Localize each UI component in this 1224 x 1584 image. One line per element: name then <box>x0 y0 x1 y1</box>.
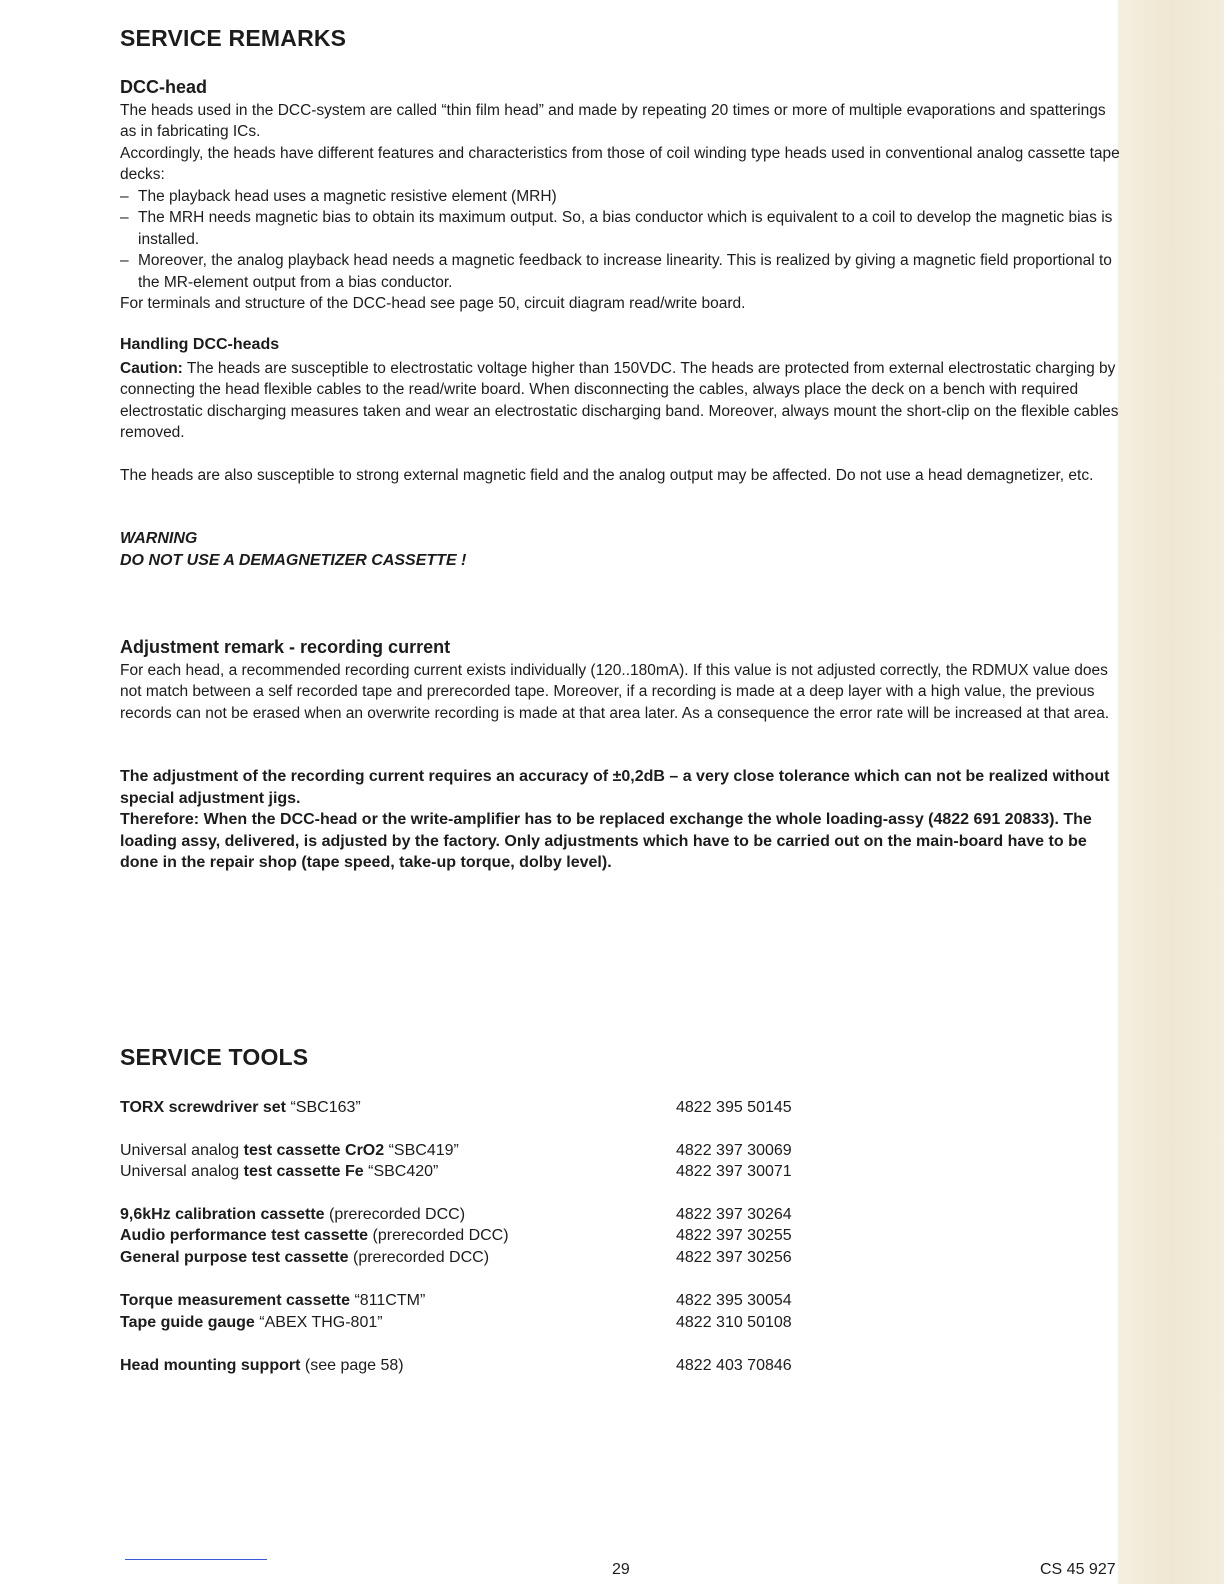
dcc-head-paragraph-3: For terminals and structure of the DCC-head see page 50, circuit diagram read/write board. <box>120 295 746 312</box>
caution-text: The heads are susceptible to electrostatic voltage higher than 150VDC. The heads are protected from external electrostatic charging by connecting the head flexible cables to the read/write board. When disconnecting the cables, always place the deck on a bench with required electrostatic discharging measures taken and wear an electrostatic discharging band. Moreover, always mount the short-clip on the flexible cables removed. <box>120 360 1119 442</box>
caution-label: Caution: <box>120 360 183 377</box>
tool-code: 4822 403 70846 <box>676 1357 792 1374</box>
list-item: – The playback head uses a magnetic resistive element (MRH) <box>120 186 1120 207</box>
tool-code: 4822 397 30256 <box>676 1249 792 1266</box>
tool-name: TORX screwdriver set “SBC163” <box>120 1099 361 1116</box>
tool-name: Audio performance test cassette (prerecorded DCC) <box>120 1227 509 1244</box>
footer-line <box>125 1559 267 1560</box>
dcc-head-heading: DCC-head <box>120 77 208 97</box>
adjustment-accuracy-note: The adjustment of the recording current requires an accuracy of ±0,2dB – a very close tolerance which can not be realized without special adjustment jigs. <box>120 768 1110 807</box>
adjustment-heading: Adjustment remark - recording current <box>120 637 451 657</box>
dcc-head-paragraph-2: Accordingly, the heads have different features and characteristics from those of coil winding type heads used in conventional analog cassette tape decks: <box>120 145 1120 184</box>
tool-code: 4822 395 30054 <box>676 1292 792 1309</box>
adjustment-paragraph: For each head, a recommended recording current exists individually (120..180mA). If this value is not adjusted correctly, the RDMUX value does not match between a self recorded tape and prerecorded tape. Moreover, if a recording is made at a deep layer with a high value, the previous records can not be erased when an overwrite recording is made at that area later. As a consequence the error rate will be increased at that area. <box>120 662 1110 722</box>
tool-code: 4822 397 30069 <box>676 1142 792 1159</box>
page-edge-shading <box>1118 0 1224 1584</box>
magnetic-field-paragraph: The heads are also susceptible to strong external magnetic field and the analog output may be affected. Do not use a head demagnetizer, etc. <box>120 467 1094 484</box>
adjustment-replacement-note: Therefore: When the DCC-head or the write-amplifier has to be replaced exchange the whole loading-assy (4822 691 20833). The loading assy, delivered, is adjusted by the factory. Only adjustments which have to be carried out on the main-board have to be done in the repair shop (tape speed, take-up torque, dolby level). <box>120 811 1092 871</box>
tool-name: Universal analog test cassette CrO2 “SBC419” <box>120 1142 459 1159</box>
tool-name: 9,6kHz calibration cassette (prerecorded DCC) <box>120 1206 466 1223</box>
dcc-head-bullet-list <box>120 186 1120 293</box>
service-remarks-title: SERVICE REMARKS <box>120 25 347 51</box>
list-item: – Moreover, the analog playback head needs a magnetic feedback to increase linearity. This is realized by giving a magnetic field proportional to the MR-element output from a bias conductor. <box>120 250 1120 293</box>
tool-code: 4822 397 30255 <box>676 1227 792 1244</box>
caution-paragraph <box>120 358 1120 444</box>
tool-code: 4822 395 50145 <box>676 1099 792 1116</box>
tool-code: 4822 310 50108 <box>676 1314 792 1331</box>
tool-code: 4822 397 30071 <box>676 1163 792 1180</box>
warning-title: WARNING <box>120 530 198 547</box>
tool-name: Universal analog test cassette Fe “SBC420” <box>120 1163 439 1180</box>
document-reference: CS 45 927 <box>1040 1561 1116 1578</box>
dcc-head-paragraph-1: The heads used in the DCC-system are called “thin film head” and made by repeating 20 times or more of multiple evaporations and spatterings as in fabricating ICs. <box>120 102 1106 141</box>
page-number: 29 <box>612 1561 630 1578</box>
tool-name: Tape guide gauge “ABEX THG-801” <box>120 1314 383 1331</box>
service-tools-title: SERVICE TOOLS <box>120 1044 309 1070</box>
tool-name: Torque measurement cassette “811CTM” <box>120 1292 426 1309</box>
tool-name: Head mounting support (see page 58) <box>120 1357 404 1374</box>
handling-heading: Handling DCC-heads <box>120 336 280 353</box>
tool-code: 4822 397 30264 <box>676 1206 792 1223</box>
warning-text: DO NOT USE A DEMAGNETIZER CASSETTE ! <box>120 552 467 569</box>
list-item: – The MRH needs magnetic bias to obtain its maximum output. So, a bias conductor which is equivalent to a coil to develop the magnetic bias is installed. <box>120 207 1120 250</box>
tool-name: General purpose test cassette (prerecorded DCC) <box>120 1249 490 1266</box>
